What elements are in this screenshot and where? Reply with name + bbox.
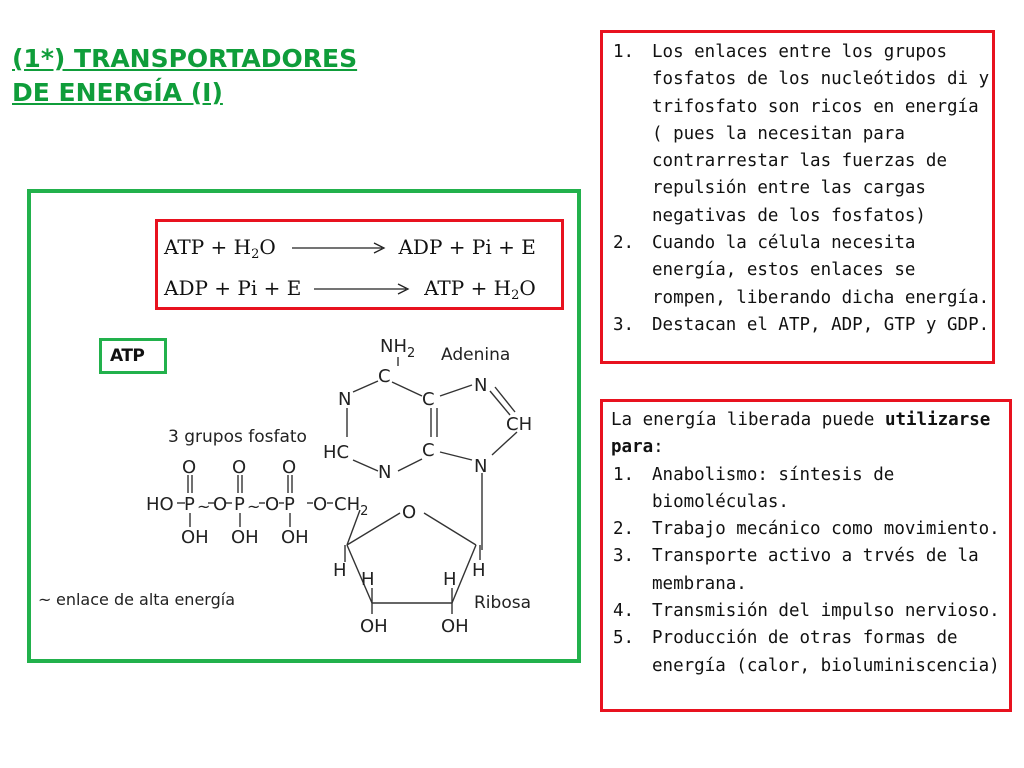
uses-intro: La energía liberada puede utilizarse para: <box>611 410 991 458</box>
atom-oh: OH <box>181 527 209 548</box>
atom-n: N <box>338 389 352 410</box>
atom-c: C <box>422 440 435 461</box>
legend-tilde-icon: ~ <box>38 590 52 609</box>
high-energy-bond-icon: ~ <box>197 497 211 516</box>
atom-h: H <box>472 560 486 581</box>
nh2-label: $NH_2$ <box>380 336 416 361</box>
ribosa-label: Ribosa <box>474 593 532 613</box>
atp-label-box: ATP <box>99 338 167 374</box>
atom-p: P <box>284 494 295 515</box>
atom-oh: OH <box>281 527 309 548</box>
atom-o: O <box>313 494 328 515</box>
atom-n: N <box>474 456 488 477</box>
energy-uses-notes <box>600 399 1012 712</box>
atom-h: H <box>333 560 347 581</box>
atom-o: O <box>402 502 417 523</box>
atom-o: O <box>232 457 247 478</box>
equation-2-right: ATP + $H_2O$ <box>424 276 536 303</box>
atom-p: P <box>234 494 245 515</box>
phosphate-groups-label: 3 grupos fosfato <box>168 427 307 447</box>
atom-o: O <box>282 457 297 478</box>
atom-c: C <box>422 389 435 410</box>
atom-hc: HC <box>323 442 350 463</box>
list-item: 3. Transporte activo a trvés de la membrana. <box>613 546 979 594</box>
atom-c: C <box>378 366 391 387</box>
list-item: 1. Los enlaces entre los grupos fosfatos de los nucleótidos di y trifosfato son ricos en energía ( pues la necesitan para contrarrestar las fuerzas de repulsión entre las cargas negativas de los fosfatos) <box>613 42 990 226</box>
uses-list <box>611 462 1009 680</box>
adenina-label: Adenina <box>441 345 511 365</box>
atom-n: N <box>378 462 392 483</box>
list-item: 5. Producción de otras formas de energía (calor, bioluminiscencia) <box>613 628 1000 676</box>
atom-h: H <box>361 569 375 590</box>
legend-text: enlace de alta energía <box>56 590 235 609</box>
atom-h: H <box>443 569 457 590</box>
notes-list <box>611 39 992 339</box>
list-item: 1. Anabolismo: síntesis de biomoléculas. <box>613 464 895 512</box>
title-line-1: (1*) TRANSPORTADORES <box>12 44 358 73</box>
atom-o: O <box>182 457 197 478</box>
list-item: 2. Trabajo mecánico como movimiento. <box>613 519 1000 540</box>
list-item: 4. Transmisión del impulso nervioso. <box>613 601 1000 622</box>
atom-oh: OH <box>441 616 469 637</box>
atom-oh: OH <box>360 616 388 637</box>
equation-1-left: ATP + $H_2O$ <box>164 235 276 262</box>
atom-oh: OH <box>231 527 259 548</box>
atom-ch2: $CH_2$ <box>334 494 369 519</box>
equation-2-left: ADP + Pi + E <box>164 276 302 300</box>
title-line-2: DE ENERGÍA (I) <box>12 78 223 107</box>
equation-1-right: ADP + Pi + E <box>398 235 536 259</box>
atom-n: N <box>474 375 488 396</box>
atom-p: P <box>184 494 195 515</box>
high-energy-bond-icon: ~ <box>247 497 261 516</box>
atom-ho: HO <box>146 494 174 515</box>
atom-o: O <box>265 494 280 515</box>
atom-o: O <box>213 494 228 515</box>
atom-ch: CH <box>506 414 533 435</box>
energy-bonds-notes <box>600 30 995 364</box>
list-item: 3. Destacan el ATP, ADP, GTP y GDP. <box>613 314 990 335</box>
list-item: 2. Cuando la célula necesita energía, estos enlaces se rompen, liberando dicha energía. <box>613 233 990 308</box>
